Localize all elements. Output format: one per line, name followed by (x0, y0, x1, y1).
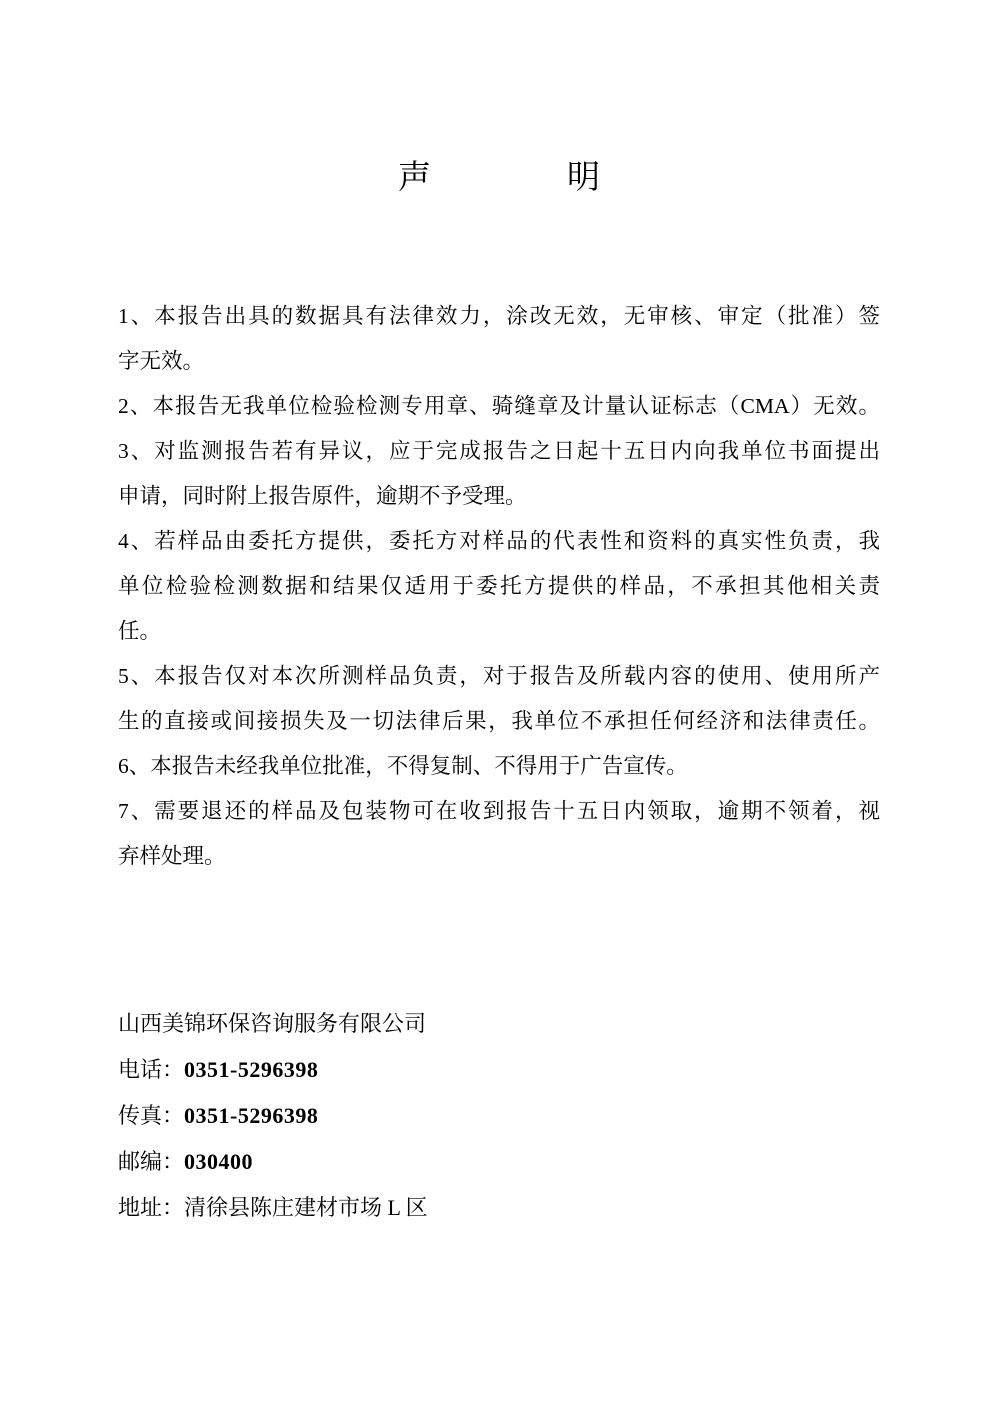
title-char-ming: 明 (567, 160, 600, 196)
page-title (118, 154, 880, 202)
statement-7-line-1: 7、需要退还的样品及包装物可在收到报告十五日内领取，逾期不领着，视 (118, 799, 880, 823)
statement-1-line-1: 1、本报告出具的数据具有法律效力，涂改无效，无审核、审定（批准）签 (118, 304, 880, 328)
statement-7-line-2: 弃样处理。 (118, 844, 226, 868)
statement-3-line-2: 申请，同时附上报告原件，逾期不予受理。 (118, 484, 527, 508)
contact-row-address (118, 1185, 880, 1231)
title-char-sheng: 声 (398, 160, 431, 196)
statement-4-line-3: 任。 (118, 619, 162, 643)
postcode-label: 邮编： (118, 1149, 185, 1174)
statement-5-line-2: 生的直接或间接损失及一切法律后果，我单位不承担任何经济和法律责任。 (118, 709, 880, 733)
statement-4-line-1: 4、若样品由委托方提供，委托方对样品的代表性和资料的真实性负责，我 (118, 529, 880, 553)
contact-row-fax (118, 1093, 880, 1139)
statement-6-line-1: 6、本报告未经我单位批准，不得复制、不得用于广告宣传。 (118, 754, 688, 778)
contact-row-postcode (118, 1139, 880, 1185)
address-label: 地址： (118, 1195, 185, 1220)
statement-4-line-2: 单位检验检测数据和结果仅适用于委托方提供的样品，不承担其他相关责 (118, 574, 880, 598)
statement-5-line-1: 5、本报告仅对本次所测样品负责，对于报告及所载内容的使用、使用所产 (118, 664, 880, 688)
statement-list (118, 294, 880, 879)
postcode-value: 030400 (184, 1149, 254, 1174)
address-value: 清徐县陈庄建材市场 L 区 (184, 1195, 428, 1220)
fax-value: 0351-5296398 (184, 1103, 319, 1128)
statement-2-line-1: 2、本报告无我单位检验检测专用章、骑缝章及计量认证标志（CMA）无效。 (118, 394, 880, 418)
statement-3-line-1: 3、对监测报告若有异议，应于完成报告之日起十五日内向我单位书面提出 (118, 439, 880, 463)
statement-1-line-2: 字无效。 (118, 349, 205, 373)
company-name: 山西美锦环保咨询服务有限公司 (118, 1011, 427, 1036)
phone-label: 电话： (118, 1057, 185, 1082)
contact-row-phone (118, 1047, 880, 1093)
fax-label: 传真： (118, 1103, 185, 1128)
phone-value: 0351-5296398 (184, 1057, 319, 1082)
contact-block (118, 1001, 880, 1231)
